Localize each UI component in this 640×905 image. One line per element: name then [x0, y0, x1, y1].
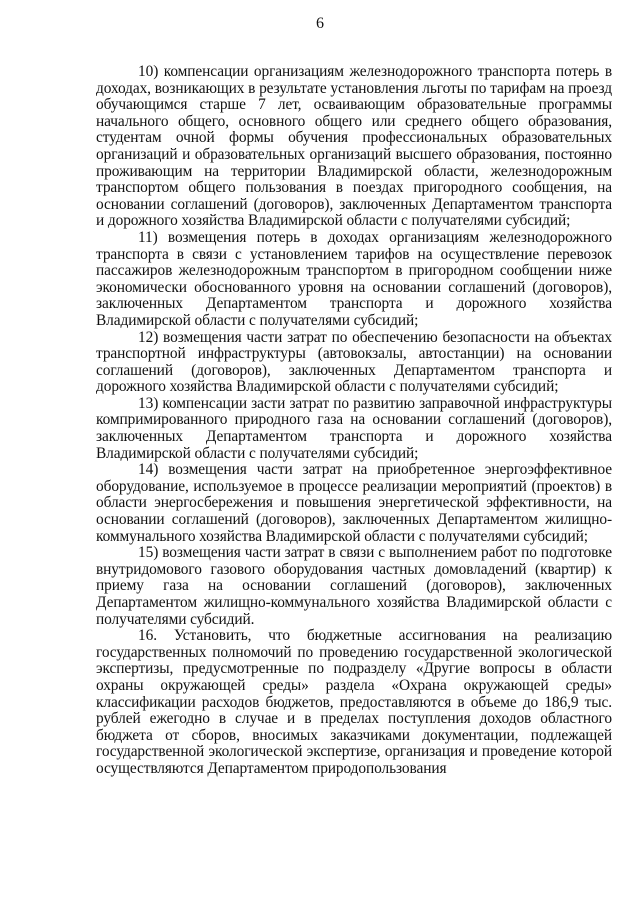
- paragraph-section-16: 16. Установить, что бюджетные ассигнования на реализацию государственных полномочий по проведению государственной экологической экспертизы, предусмотренные по подразделу «Другие вопросы в области охраны окружающей среды» раздела «Охрана окружающей среды» классификации расходов бюджетов, предоставляются в объеме до 186,9 тыс. рублей ежегодно в случае и в пределах поступления доходов областного бюджета от сборов, вносимых заказчиками документации, подлежащей государственной экологической экспертизе, организация и проведение которой осуществляются Департаментом природопользования: [96, 627, 612, 777]
- paragraph-item-12: 12) возмещения части затрат по обеспечению безопасности на объектах транспортной инфраструктуры (автовокзалы, автостанции) на основании соглашений (договоров), заключенных Департаментом транспорта и дорожного хозяйства Владимирской области с получателями субсидий;: [96, 328, 612, 396]
- paragraph-item-15: 15) возмещения части затрат в связи с выполнением работ по подготовке внутридомового газового оборудования частных домовладений (квартир) к приему газа на основании соглашений (договоров), заключенных Департаментом жилищно-коммунального хозяйства Владимирской области с получателями субсидий.: [96, 544, 612, 628]
- document-body: [96, 64, 612, 778]
- page-number: 6: [316, 15, 324, 32]
- paragraph-item-10: 10) компенсации организациям железнодорожного транспорта потерь в доходах, возникающих в результате установления льготы по тарифам на проезд обучающимся старше 7 лет, осваивающим образовательные программы начального общего, основного общего или среднего общего образования, студентам очной формы обучения профессиональных образовательных организаций и образовательных организаций высшего образования, постоянно проживающим на территории Владимирской области, железнодорожным транспортом общего пользования в поездах пригородного сообщения, на основании соглашений (договоров), заключенных Департаментом транспорта и дорожного хозяйства Владимирской области с получателями субсидий;: [96, 63, 612, 230]
- paragraph-item-11: 11) возмещения потерь в доходах организациям железнодорожного транспорта в связи с установлением тарифов на осуществление перевозок пассажиров железнодорожным транспортом в пригородном сообщении ниже экономически обоснованного уровня на основании соглашений (договоров), заключенных Департаментом транспорта и дорожного хозяйства Владимирской области с получателями субсидий;: [96, 228, 612, 329]
- paragraph-item-13: 13) компенсации засти затрат по развитию заправочной инфраструктуры компримированного природного газа на основании соглашений (договоров), заключенных Департаментом транспорта и дорожного хозяйства Владимирской области с получателями субсидий;: [96, 394, 612, 462]
- paragraph-item-14: 14) возмещения части затрат на приобретенное энергоэффективное оборудование, используемое в процессе реализации мероприятий (проектов) в области энергосбережения и повышения энергетической эффективности, на основании соглашений (договоров), заключенных Департаментом жилищно-коммунального хозяйства Владимирской области с получателями субсидий;: [96, 461, 612, 545]
